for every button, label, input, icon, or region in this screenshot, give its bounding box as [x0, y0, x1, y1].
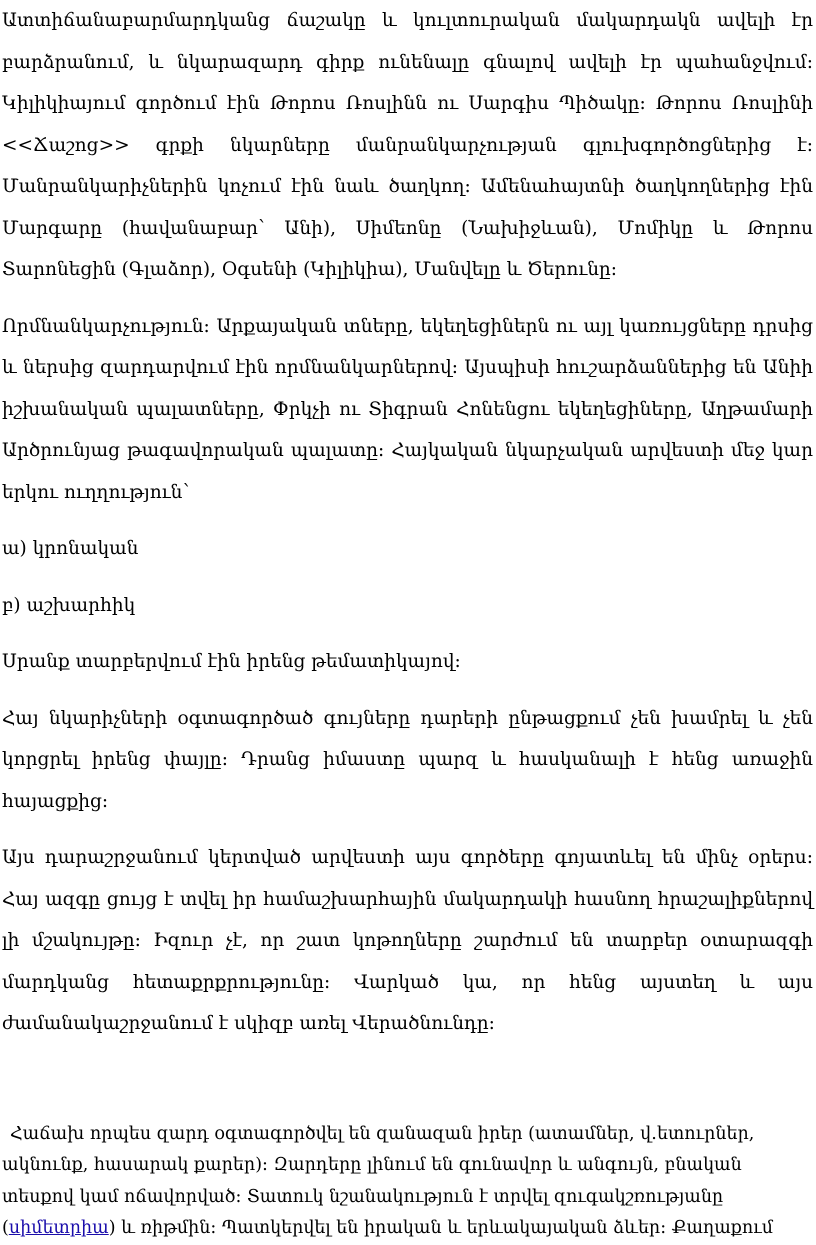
paragraph-themes: Սրանք տարբերվում էին իրենց թեմատիկայով: [2, 651, 461, 672]
paragraph-miniature-painters: Ատտիճանաբարմարդկանց ճաշակը և կուլտուրական մակարդակն ավելի էր բարձրանում, և նկարազարդ գիրք ունենալը գնալով ավելի էր պահանջվում։ Կիլիկիայում գործում էին Թորոս Ռոսլինն ու Սարգիս Պիծակը։ Թորոս Ռոսլինի <<Ճաշոց>> գրքի նկարները մանրանկարչության գլուխգործոցներից է։ Մանրանկարիչներին կոչում էին նաև ծաղկող։ Ամենահայտնի ծաղկողներից էին Մարգարը (հավանաբար՝ Անի), Սիմեոնը (Նախիջևան), Մոմիկը և Թորոս Տարոնեցին (Գլաձոր), Օգսենի (Կիլիկիա), Մանվելը և Ծերունը: [2, 10, 813, 280]
paragraph-ornaments [2, 1119, 813, 1245]
paragraph-colors: Հայ նկարիչների օգտագործած գույները դարերի ընթացքում չեն խամրել և չեն կորցրել իրենց փայլը։ Դրանց իմաստը պարզ և հասկանալի է հենց առաջին հայացքից: [2, 707, 813, 812]
ornaments-text-end: ) և ռիթմին։ Պատկերվել են իրական և երևակայական ձևեր։ Քաղաքում [108, 1218, 774, 1238]
paragraph-renaissance: Այս դարաշրջանում կերտված արվեստի այս գործերը գոյատևել են մինչ օրերս։ Հայ ազգը ցույց է տվել իր համաշխարհային մակարդակի հասնող հրաշալիքներով լի մշակույթը։ Իզուր չէ, որ շատ կոթողները շարժում են տարբեր օտարազգի մարդկանց հետաքրքրությունը։ Վարկած կա, որ հենց այստեղ և այս ժամանակաշրջանում է սկիզբ առել Վերածնունդը: [2, 847, 813, 1034]
ornaments-text-start: Հաճախ որպես զարդ օգտագործվել են զանազան իրեր (ատամներ, վ․ետուրներ, ակնունք, հասարակ քարեր)։ Զարդերը լինում են գունավոր և անգույն, բնական տեսքով կամ ոճավորված։ Տատուկ նշանակություն է տրվել զուգակշռությանը ( [2, 1123, 755, 1238]
list-item-secular: բ) աշխարհիկ [2, 594, 136, 616]
symmetry-link[interactable]: սիմետրիա [8, 1218, 109, 1238]
list-item-religious: ա) կրոնական [2, 538, 139, 559]
paragraph-wall-painting: Որմնանկարչություն։ Արքայական տները, եկեղեցիներն ու այլ կառույցները դրսից և ներսից զարդարվում էին որմնանկարներով։ Այսպիսի հուշարձաններից են Անիի իշխանական պալատները, Փրկչի ու Տիգրան Հոնենցու եկեղեցիները, Աղթամարի Արծրունյաց թագավորական պալատը։ Հայկական նկարչական արվեստի մեջ կար երկու ուղղություն՝ [2, 315, 813, 503]
blank-spacer [2, 1045, 813, 1119]
